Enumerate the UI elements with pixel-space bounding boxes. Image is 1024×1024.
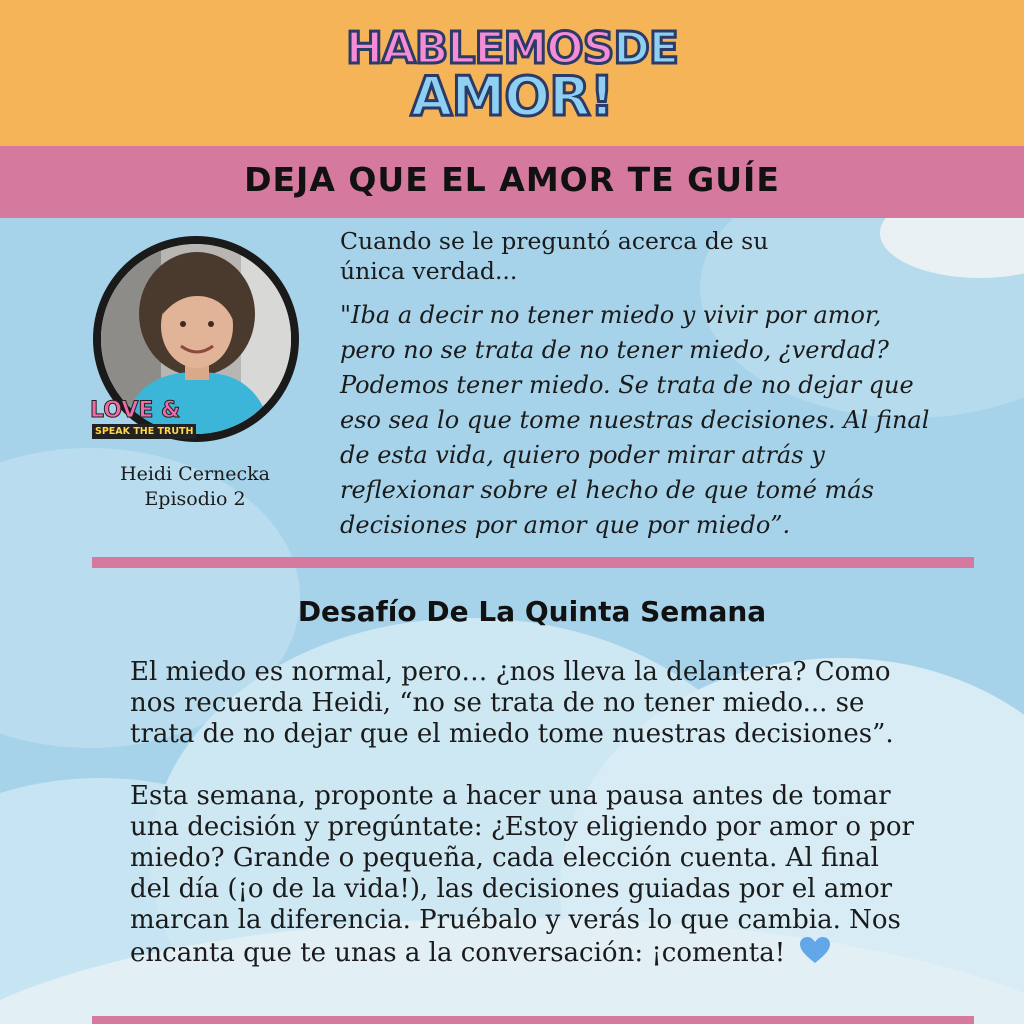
quote-line: de esta vida, quiero poder mirar atrás y: [340, 441, 825, 469]
intro-line: Cuando se le preguntó acerca de su: [340, 227, 769, 255]
blue-heart-icon: [799, 936, 831, 964]
banner-title: DEJA QUE EL AMOR TE GUÍE: [244, 160, 780, 199]
quote-line: decisiones por amor que por miedo”.: [340, 511, 791, 539]
podcast-badge: [90, 398, 200, 448]
paragraph-line-last: [130, 936, 970, 969]
guest-caption: [110, 462, 280, 512]
paragraph-line: Esta semana, proponte a hacer una pausa antes de tomar: [130, 781, 891, 811]
challenge-title: Desafío De La Quinta Semana: [297, 595, 767, 628]
badge-love-text: LOVE &: [90, 398, 181, 423]
guest-episode: Episodio 2: [144, 488, 246, 510]
quote-line: eso sea lo que tome nuestras decisiones. Al final: [340, 406, 930, 434]
logo-word-hablemos: HABLEMOS: [346, 23, 614, 74]
paragraph-line: encanta que te unas a la conversación: ¡comenta!: [130, 938, 786, 968]
challenge-paragraph-1: [130, 657, 970, 750]
quote-intro: [340, 226, 960, 286]
logo-word-amor: AMOR!: [410, 65, 614, 128]
quote-line: reflexionar sobre el hecho de que tomé más: [340, 476, 874, 504]
paragraph-line: marcan la diferencia. Pruébalo y verás lo que cambia. Nos: [130, 905, 901, 935]
paragraph-line: El miedo es normal, pero… ¿nos lleva la delantera? Como: [130, 657, 891, 687]
guest-name: Heidi Cernecka: [120, 463, 270, 485]
bottom-divider: [92, 1016, 974, 1024]
section-divider: [92, 557, 974, 568]
challenge-paragraph-2: [130, 781, 970, 969]
paragraph-line: del día (¡o de la vida!), las decisiones guiadas por el amor: [130, 874, 893, 904]
quote-line: "Iba a decir no tener miedo y vivir por amor,: [340, 301, 882, 329]
paragraph-line: una decisión y pregúntate: ¿Estoy eligiendo por amor o por: [130, 812, 914, 842]
quote-line: Podemos tener miedo. Se trata de no dejar que: [340, 371, 914, 399]
paragraph-line: trata de no dejar que el miedo tome nuestras decisiones”.: [130, 719, 894, 749]
badge-speak-text: SPEAK THE TRUTH: [92, 424, 196, 439]
paragraph-line: miedo? Grande o pequeña, cada elección cuenta. Al final: [130, 843, 879, 873]
paragraph-line: nos recuerda Heidi, “no se trata de no tener miedo... se: [130, 688, 865, 718]
quote-line: pero no se trata de no tener miedo, ¿verdad?: [340, 336, 889, 364]
intro-line: única verdad...: [340, 257, 518, 285]
logo-word-de: DE: [613, 23, 678, 74]
show-logo: [0, 23, 1024, 128]
guest-quote: [340, 298, 970, 543]
